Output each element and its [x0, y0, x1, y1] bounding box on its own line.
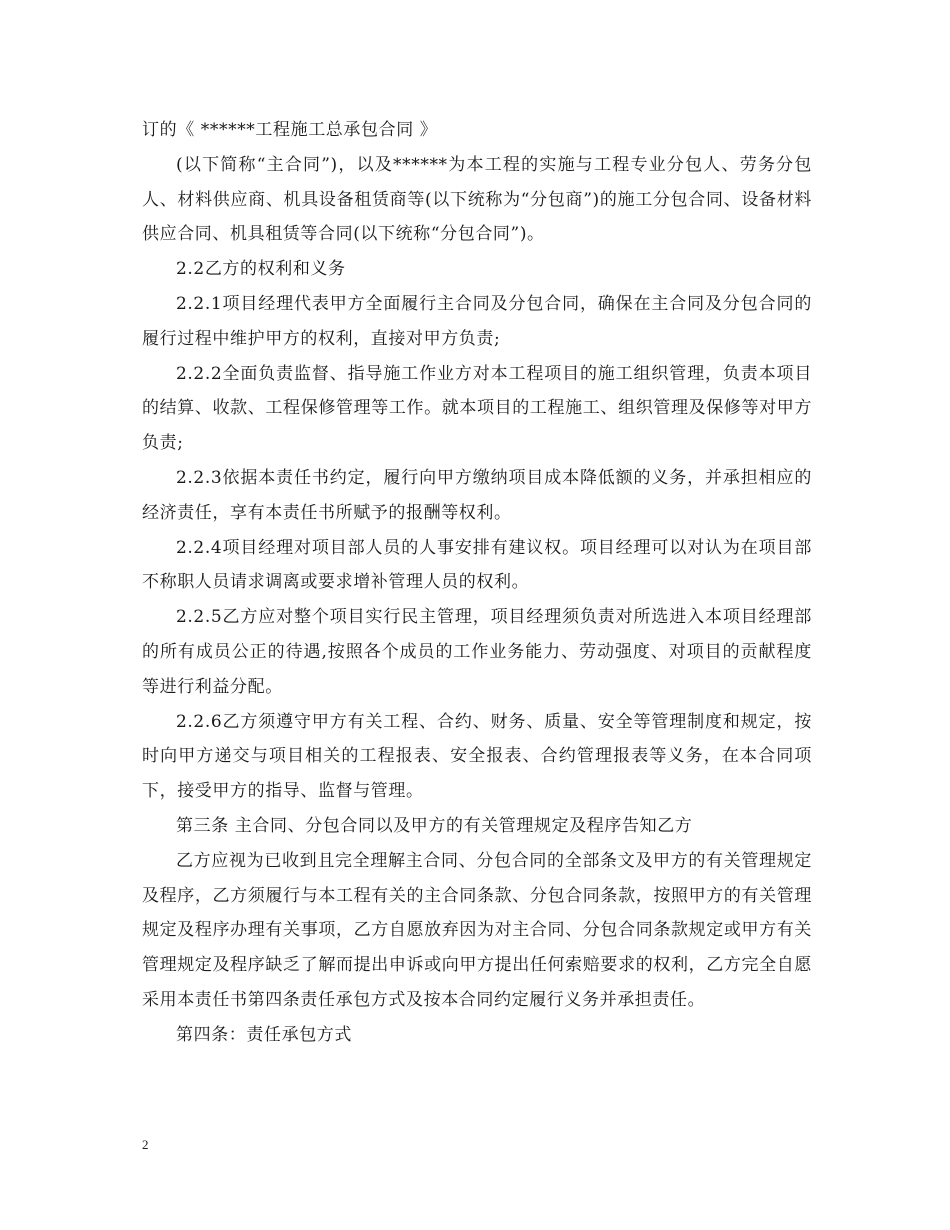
paragraph-2-2-4: 2.2.4项目经理对项目部人员的人事安排有建议权。项目经理可以对认为在项目部不称职人员请求调离或要求增补管理人员的权利。 [142, 537, 812, 593]
paragraph-2-2-2: 2.2.2全面负责监督、指导施工作业方对本工程项目的施工组织管理，负责本项目的结算、收款、工程保修管理等工作。就本项目的工程施工、组织管理及保修等对甲方负责; [142, 363, 812, 454]
paragraph-2-2-3: 2.2.3依据本责任书约定，履行向甲方缴纳项目成本降低额的义务，并承担相应的经济责任，享有本责任书所赋予的报酬等权利。 [142, 467, 812, 523]
heading-article-4: 第四条：责任承包方式 [176, 1024, 352, 1045]
paragraph-2-2-5: 2.2.5乙方应对整个项目实行民主管理，项目经理须负责对所选进入本项目经理部的所有成员公正的待遇,按照各个成员的工作业务能力、劳动强度、对项目的贡献程度等进行利益分配。 [142, 607, 812, 697]
heading-section-2-2: 2.2乙方的权利和义务 [176, 259, 346, 280]
paragraph-article-3-body: 乙方应视为已收到且完全理解主合同、分包合同的全部条文及甲方的有关管理规定及程序，乙方须履行与本工程有关的主合同条款、分包合同条款，按照甲方的有关管理规定及程序办理有关事项，乙方自愿放弃因为对主合同、分包合同条款规定或甲方有关管理规定及程序缺乏了解而提出申诉或向甲方提出任何索赔要求的权利，乙方完全自愿采用本责任书第四条责任承包方式及按本合同约定履行义务并承担责任。 [142, 850, 812, 1010]
paragraph-2-2-1: 2.2.1项目经理代表甲方全面履行主合同及分包合同，确保在主合同及分包合同的履行过程中维护甲方的权利，直接对甲方负责; [142, 293, 812, 349]
page-number: 2 [142, 1137, 149, 1152]
document-body [142, 113, 812, 1053]
paragraph-contract-title: 订的《 ******工程施工总承包合同 》 [142, 120, 438, 140]
heading-article-3: 第三条 主合同、分包合同以及甲方的有关管理规定及程序告知乙方 [176, 815, 693, 836]
paragraph-main-contract-definition: (以下简称“主合同”)，以及******为本工程的实施与工程专业分包人、劳务分包人、材料供应商、机具设备租赁商等(以下统称为“分包商”)的施工分包合同、设备材料供应合同、机具租赁等合同(以下统称“分包合同”)。 [142, 154, 812, 245]
paragraph-2-2-6: 2.2.6乙方须遵守甲方有关工程、合约、财务、质量、安全等管理制度和规定，按时向甲方递交与项目相关的工程报表、安全报表、合约管理报表等义务，在本合同项下，接受甲方的指导、监督与管理。 [142, 711, 812, 802]
